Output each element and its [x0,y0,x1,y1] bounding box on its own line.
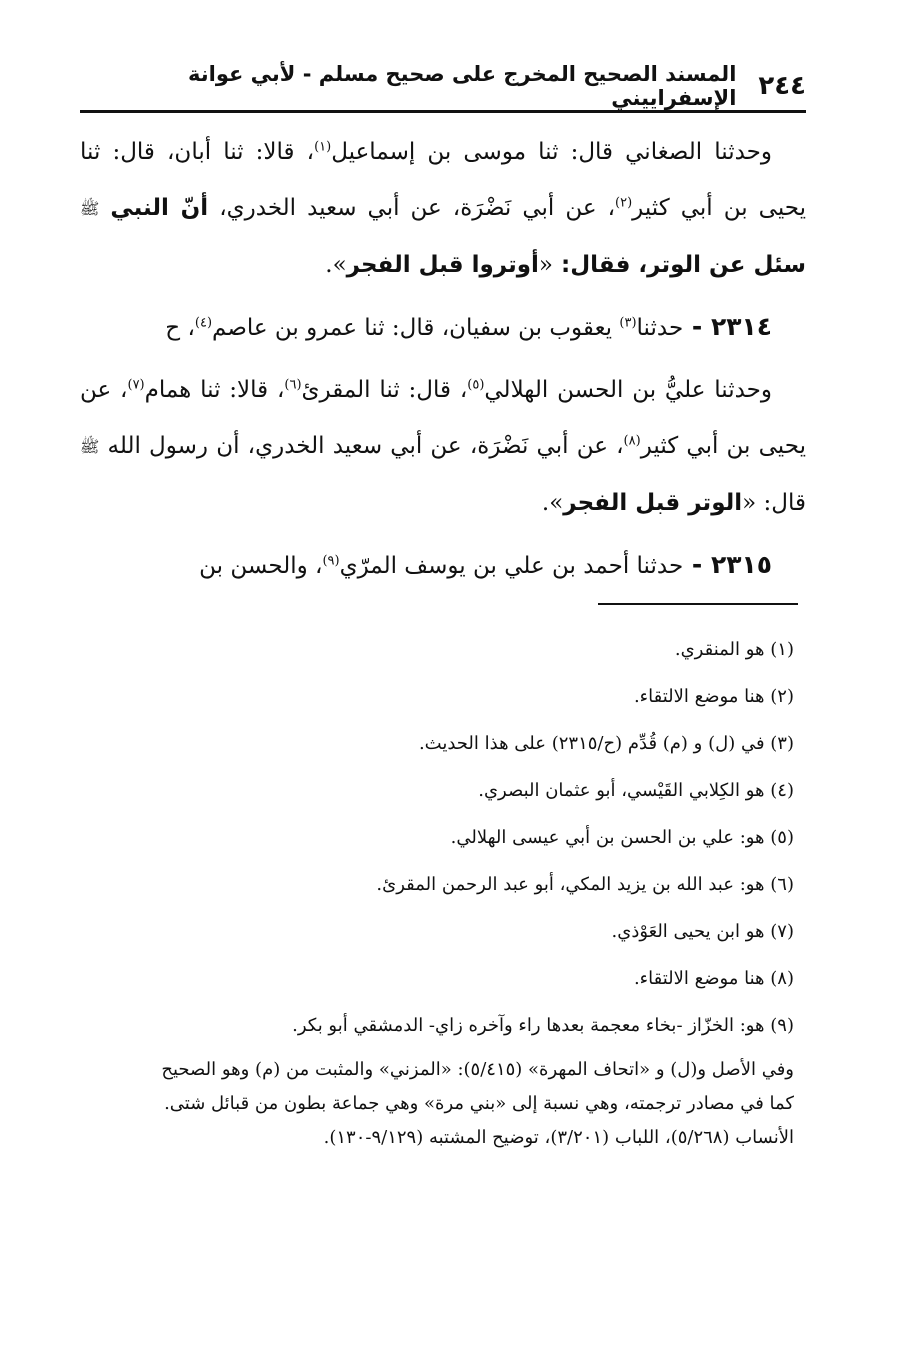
text-run: ، والحسن بن [199,553,323,579]
footnote-ref-3[interactable]: (٣) [619,315,637,331]
quote-mark: « [538,252,553,278]
quote-mark: ». [541,490,564,516]
footnote-ref-1[interactable]: (١) [314,139,332,155]
footnote-ref-4[interactable]: (٤) [194,315,213,331]
hadith-quote: أوتروا قبل الفجر [346,252,539,278]
text-run: حدثنا [636,315,684,341]
footnotes [80,626,806,1155]
footnote-8: (٨) هنا موضع الالتقاء. [633,968,794,989]
footnote-ref-7[interactable]: (٧) [127,377,145,393]
bold-text: سئل عن الوتر، فقال: [553,252,806,278]
hadith-2314 [80,299,806,356]
text-run: يعقوب بن سفيان، قال: ثنا عمرو بن عاصم [212,315,620,341]
text-run: ، قالا: ثنا همام [144,377,285,403]
footnote-9-line-3: الأنساب (٥/٢٦٨)، اللباب (٣/٢٠١)، توضيح المشتبه (٩/١٢٩-١٣٠). [323,1127,794,1148]
text-run: ، قال: ثنا المقرئ [301,377,468,403]
footnote-2: (٢) هنا موضع الالتقاء. [633,686,794,707]
footnote-9-continuation [80,1053,806,1155]
running-title: المسند الصحيح المخرج على صحيح مسلم - لأبي عوانة الإسفراييني [188,62,737,110]
footnote-4: (٤) هو الكِلابي القَيْسي، أبو عثمان البصري. [478,780,794,801]
header-rule [80,110,806,113]
footnote-ref-6[interactable]: (٦) [284,377,302,393]
salawat-glyph: ﷺ [80,437,100,456]
text-run: وحدثنا عليُّ بن الحسن الهلالي [484,377,772,403]
footnote-1: (١) هو المنقري. [674,639,794,660]
main-text [80,124,806,600]
text-run: ، ح [165,315,195,341]
footnote-7: (٧) هو ابن يحيى العَوْذي. [611,921,794,942]
text-run: حدثنا أحمد بن علي بن يوسف المرّي [339,553,684,579]
footnote-9-line-1: وفي الأصل و(ل) و «اتحاف المهرة» (٥/٤١٥): «المزني» والمثبت من (م) وهو الصحيح [161,1059,794,1080]
paragraph-1 [80,124,806,293]
hadith-dash: - [683,312,711,341]
text-run: وحدثنا الصغاني قال: ثنا موسى بن إسماعيل [331,139,773,165]
text-run: قال: [756,490,806,516]
hadith-dash: - [683,550,711,579]
text-run: ، عن يحيى بن أبي كثير [80,377,807,459]
page-header [80,62,806,110]
salawat-glyph: ﷺ [80,199,100,218]
footnote-ref-8[interactable]: (٨) [623,433,641,449]
hadith-2315 [80,537,806,594]
quote-mark: ». [325,252,347,278]
footnote-ref-2[interactable]: (٢) [615,195,633,211]
paragraph-3 [80,362,806,531]
footnote-separator [598,603,798,605]
footnote-5: (٥) هو: علي بن الحسن بن أبي عيسى الهلالي. [450,827,794,848]
footnote-9: (٩) هو: الخزّاز -بخاء معجمة بعدها راء وآخره زاي- الدمشقي أبو بكر. [292,1015,794,1036]
text-run: ، عن أبي نَضْرَة، عن أبي سعيد الخدري، أن رسول الله [99,433,624,459]
bold-text: أنّ النبي [110,195,209,221]
text-run: ، عن أبي نَضْرَة، عن أبي سعيد الخدري، [208,195,616,221]
hadith-quote: الوتر قبل الفجر [563,490,743,516]
footnote-6: (٦) هو: عبد الله بن يزيد المكي، أبو عبد الرحمن المقرئ. [376,874,794,895]
footnote-9-line-2: كما في مصادر ترجمته، وهي نسبة إلى «بني مرة» وهي جماعة بطون من قبائل شتى. [164,1093,794,1114]
page-number: ٢٤٤ [758,71,806,101]
text-run: ، قالا: ثنا أبان، قال: ثنا يحيى بن أبي كثير [80,139,807,221]
hadith-number: ٢٣١٥ [710,550,772,579]
footnote-ref-5[interactable]: (٥) [467,377,485,393]
footnote-3: (٣) في (ل) و (م) قُدِّم (ح/٢٣١٥) على هذا الحديث. [418,733,794,754]
footnote-ref-9[interactable]: (٩) [322,553,340,569]
hadith-number: ٢٣١٤ [710,312,772,341]
quote-mark: « [742,490,757,516]
